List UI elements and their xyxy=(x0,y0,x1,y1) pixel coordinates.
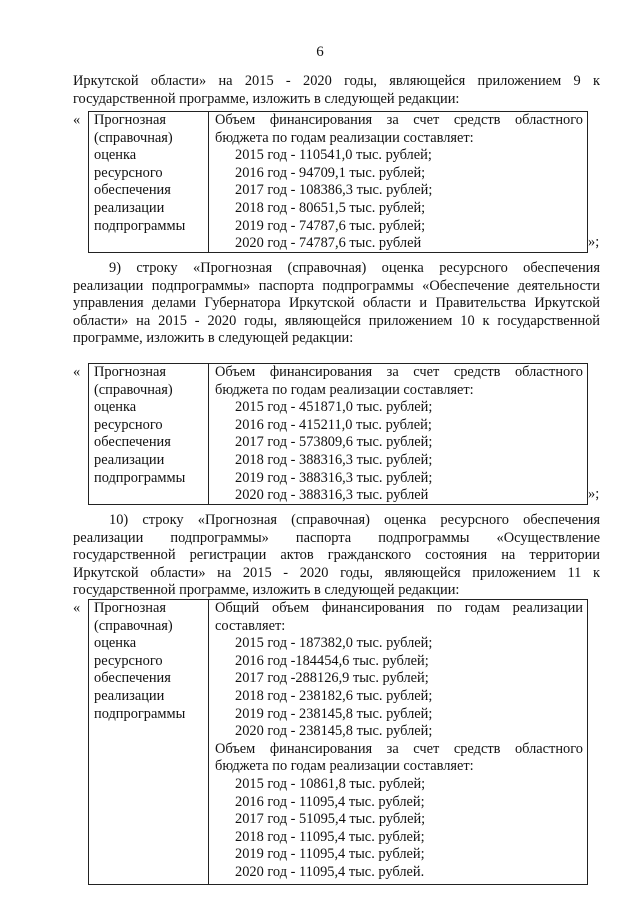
funding-line: 2020 год - 238145,8 тыс. рублей; xyxy=(235,723,433,740)
funding-line: 2019 год - 11095,4 тыс. рублей; xyxy=(235,846,425,863)
quote-open-3: « xyxy=(73,600,81,616)
label-line: подпрограммы xyxy=(94,217,186,234)
label-line: Прогнозная xyxy=(94,112,166,128)
intro-paragraph: Иркутской области» на 2015 - 2020 годы, являющейся приложением 9 к государственной программе, изложить в следующей редакции: xyxy=(73,73,600,107)
table-2 xyxy=(88,363,588,505)
table-2-value xyxy=(209,364,587,504)
funding-line: 2020 год - 11095,4 тыс. рублей. xyxy=(235,863,425,880)
table-3-value xyxy=(209,600,587,884)
label-line: оценка xyxy=(94,635,137,652)
funding-line: 2018 год - 388316,3 тыс. рублей; xyxy=(235,451,433,468)
table-1-value xyxy=(209,112,587,252)
funding-line: 2019 год - 74787,6 тыс. рублей; xyxy=(235,217,426,234)
label-line: подпрограммы xyxy=(94,469,186,486)
label-line: оценка xyxy=(94,399,137,416)
label-line: обеспечения xyxy=(94,182,171,199)
funding-line: 2015 год - 451871,0 тыс. рублей; xyxy=(235,399,433,416)
label-line: (справочная) xyxy=(94,129,173,146)
funding-line: 2017 год - 51095,4 тыс. рублей; xyxy=(235,811,426,828)
funding-line: 2016 год - 94709,1 тыс. рублей; xyxy=(235,164,426,181)
quote-open-2: « xyxy=(73,364,81,380)
label-line: ресурсного xyxy=(94,416,163,433)
paragraph-10: 10) строку «Прогнозная (справочная) оценка ресурсного обеспечения реализации подпрограммы» паспорта подпрограммы «Осуществление государственной регистрации актов гражданского состояния на территории Иркутской области» на 2015 - 2020 годы, являющейся приложением 11 к государственной программе, изложить в следующей редакции: xyxy=(73,512,600,599)
label-line: Прогнозная xyxy=(94,600,166,616)
label-line: обеспечения xyxy=(94,670,171,687)
label-line: ресурсного xyxy=(94,652,163,669)
label-line: реализации xyxy=(94,451,165,468)
funding-line: 2018 год - 238182,6 тыс. рублей; xyxy=(235,687,433,704)
funding-line: 2017 год -288126,9 тыс. рублей; xyxy=(235,670,429,687)
funding-line: 2017 год - 108386,3 тыс. рублей; xyxy=(235,182,433,199)
table-1 xyxy=(88,111,588,253)
funding-line: 2019 год - 238145,8 тыс. рублей; xyxy=(235,705,433,722)
funding-line: 2016 год - 11095,4 тыс. рублей; xyxy=(235,793,425,810)
quote-close-2: »; xyxy=(588,486,600,502)
funding-line: 2018 год - 11095,4 тыс. рублей; xyxy=(235,828,425,845)
funding-line: 2019 год - 388316,3 тыс. рублей; xyxy=(235,469,433,486)
regional-funding-heading: Объем финансирования за счет средств областного бюджета по годам реализации составляет: xyxy=(215,740,583,775)
paragraph-9: 9) строку «Прогнозная (справочная) оценка ресурсного обеспечения реализации подпрограммы» паспорта подпрограммы «Обеспечение деятельности управления делами Губернатора Иркутской области и Правительства Иркутской области» на 2015 - 2020 годы, являющейся приложением 10 к государственной программе, изложить в следующей редакции: xyxy=(73,260,600,347)
quote-open-1: « xyxy=(73,112,81,128)
funding-line: 2015 год - 10861,8 тыс. рублей; xyxy=(235,775,426,792)
label-line: оценка xyxy=(94,147,137,164)
label-line: (справочная) xyxy=(94,381,173,398)
label-line: подпрограммы xyxy=(94,705,186,722)
funding-line: 2016 год - 415211,0 тыс. рублей; xyxy=(235,416,432,433)
label-line: Прогнозная xyxy=(94,364,166,380)
funding-line: 2020 год - 388316,3 тыс. рублей xyxy=(235,487,429,504)
page-number: 6 xyxy=(316,44,324,60)
table-1-label xyxy=(89,112,209,252)
funding-line: 2020 год - 74787,6 тыс. рублей xyxy=(235,235,422,252)
funding-line: 2015 год - 110541,0 тыс. рублей; xyxy=(235,147,432,164)
total-funding-heading: Общий объем финансирования по годам реализации составляет: xyxy=(215,600,583,634)
table-3 xyxy=(88,599,588,885)
label-line: ресурсного xyxy=(94,164,163,181)
funding-line: 2016 год -184454,6 тыс. рублей; xyxy=(235,652,429,669)
label-line: реализации xyxy=(94,199,165,216)
funding-line: 2018 год - 80651,5 тыс. рублей; xyxy=(235,199,426,216)
label-line: реализации xyxy=(94,687,165,704)
table-2-label xyxy=(89,364,209,504)
label-line: обеспечения xyxy=(94,434,171,451)
quote-close-1: »; xyxy=(588,234,600,250)
funding-heading: Объем финансирования за счет средств областного бюджета по годам реализации составляет: xyxy=(215,364,583,398)
table-3-label xyxy=(89,600,209,884)
label-line: (справочная) xyxy=(94,617,173,634)
funding-line: 2017 год - 573809,6 тыс. рублей; xyxy=(235,434,433,451)
funding-heading: Объем финансирования за счет средств областного бюджета по годам реализации составляет: xyxy=(215,112,583,146)
funding-line: 2015 год - 187382,0 тыс. рублей; xyxy=(235,635,433,652)
